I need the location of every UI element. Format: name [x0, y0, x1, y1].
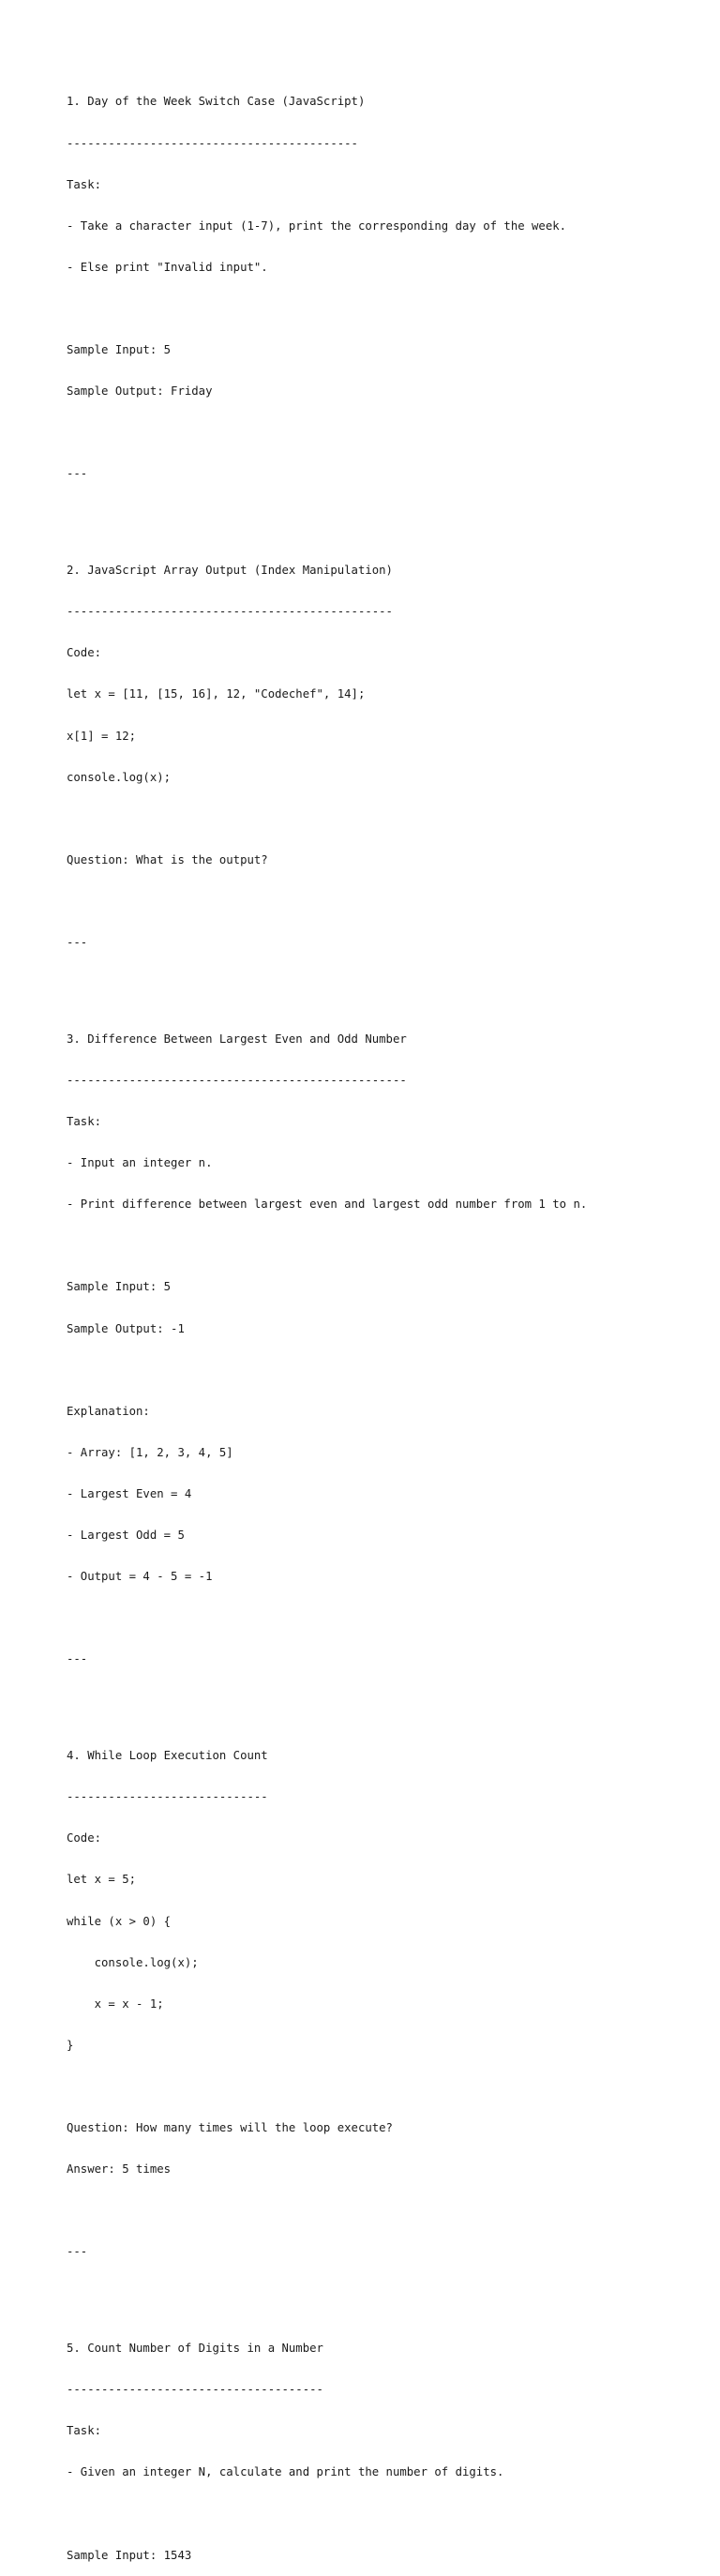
section-3-explanation-line: - Array: [1, 2, 3, 4, 5]	[67, 1445, 233, 1459]
section-separator: ---	[67, 467, 88, 481]
section-1-task-line: - Take a character input (1-7), print the corresponding day of the week.	[67, 218, 567, 233]
section-4-title: 4. While Loop Execution Count	[67, 1749, 268, 1763]
section-4-question: Question: How many times will the loop execute?	[67, 2121, 393, 2135]
section-4-code-line: console.log(x);	[67, 1955, 199, 1969]
section-3-sample-input: Sample Input: 5	[67, 1280, 172, 1294]
section-1-task-label: Task:	[67, 177, 102, 191]
blank-line	[67, 2204, 704, 2218]
blank-line	[67, 1694, 704, 1708]
section-2-rule: -----------------------------------------------	[67, 605, 393, 619]
section-4-code-line: x = x - 1;	[67, 1996, 164, 2011]
blank-line	[67, 426, 704, 440]
section-1-sample-output: Sample Output: Friday	[67, 384, 213, 399]
section-2-code-label: Code:	[67, 646, 102, 660]
blank-line	[67, 2508, 704, 2522]
section-5-task-label: Task:	[67, 2424, 102, 2438]
section-separator: ---	[67, 2245, 88, 2259]
section-3-rule: -------------------------------------------------	[67, 1073, 407, 1087]
section-3-explanation-line: - Largest Odd = 5	[67, 1529, 185, 1542]
section-2-title: 2. JavaScript Array Output (Index Manipulation)	[67, 564, 393, 578]
blank-line	[67, 508, 704, 522]
section-3-task-line: - Input an integer n.	[67, 1156, 213, 1170]
section-3-explanation-label: Explanation:	[67, 1404, 150, 1418]
section-5-sample-input: Sample Input: 1543	[67, 2548, 192, 2562]
section-separator: ---	[67, 1652, 88, 1666]
section-3-task-line: - Print difference between largest even and largest odd number from 1 to n.	[67, 1198, 588, 1212]
section-1-rule: ------------------------------------------	[67, 136, 358, 150]
section-2-code-line: let x = [11, [15, 16], 12, "Codechef", 14];	[67, 687, 366, 701]
section-2-code-line: x[1] = 12;	[67, 729, 137, 743]
section-3-sample-output: Sample Output: -1	[67, 1321, 185, 1335]
blank-line	[67, 812, 704, 826]
section-4-code-line: }	[67, 2038, 74, 2052]
blank-line	[67, 2080, 704, 2094]
section-2-question: Question: What is the output?	[67, 852, 268, 866]
section-separator: ---	[67, 935, 88, 949]
section-5-rule: -------------------------------------	[67, 2383, 323, 2397]
section-3-explanation-line: - Largest Even = 4	[67, 1486, 192, 1500]
section-3-title: 3. Difference Between Largest Even and Odd Number	[67, 1032, 407, 1046]
section-2-code-line: console.log(x);	[67, 770, 172, 784]
section-1-task-line: - Else print "Invalid input".	[67, 260, 268, 274]
section-5-task-line: - Given an integer N, calculate and print the number of digits.	[67, 2465, 504, 2479]
blank-line	[67, 1611, 704, 1625]
blank-line	[67, 302, 704, 316]
section-3-task-label: Task:	[67, 1115, 102, 1129]
section-5-title: 5. Count Number of Digits in a Number	[67, 2342, 323, 2356]
blank-line	[67, 1239, 704, 1253]
section-1-title: 1. Day of the Week Switch Case (JavaScript)	[67, 95, 366, 109]
blank-line	[67, 2286, 704, 2300]
blank-line	[67, 1363, 704, 1378]
section-4-code-line: let x = 5;	[67, 1873, 137, 1887]
section-4-code-label: Code:	[67, 1831, 102, 1845]
section-3-explanation-line: - Output = 4 - 5 = -1	[67, 1570, 213, 1584]
section-4-rule: -----------------------------	[67, 1790, 268, 1804]
blank-line	[67, 977, 704, 991]
section-1-sample-input: Sample Input: 5	[67, 342, 172, 356]
blank-line	[67, 895, 704, 909]
section-4-code-line: while (x > 0) {	[67, 1914, 172, 1928]
section-4-answer: Answer: 5 times	[67, 2162, 172, 2177]
document-body	[67, 68, 704, 2576]
